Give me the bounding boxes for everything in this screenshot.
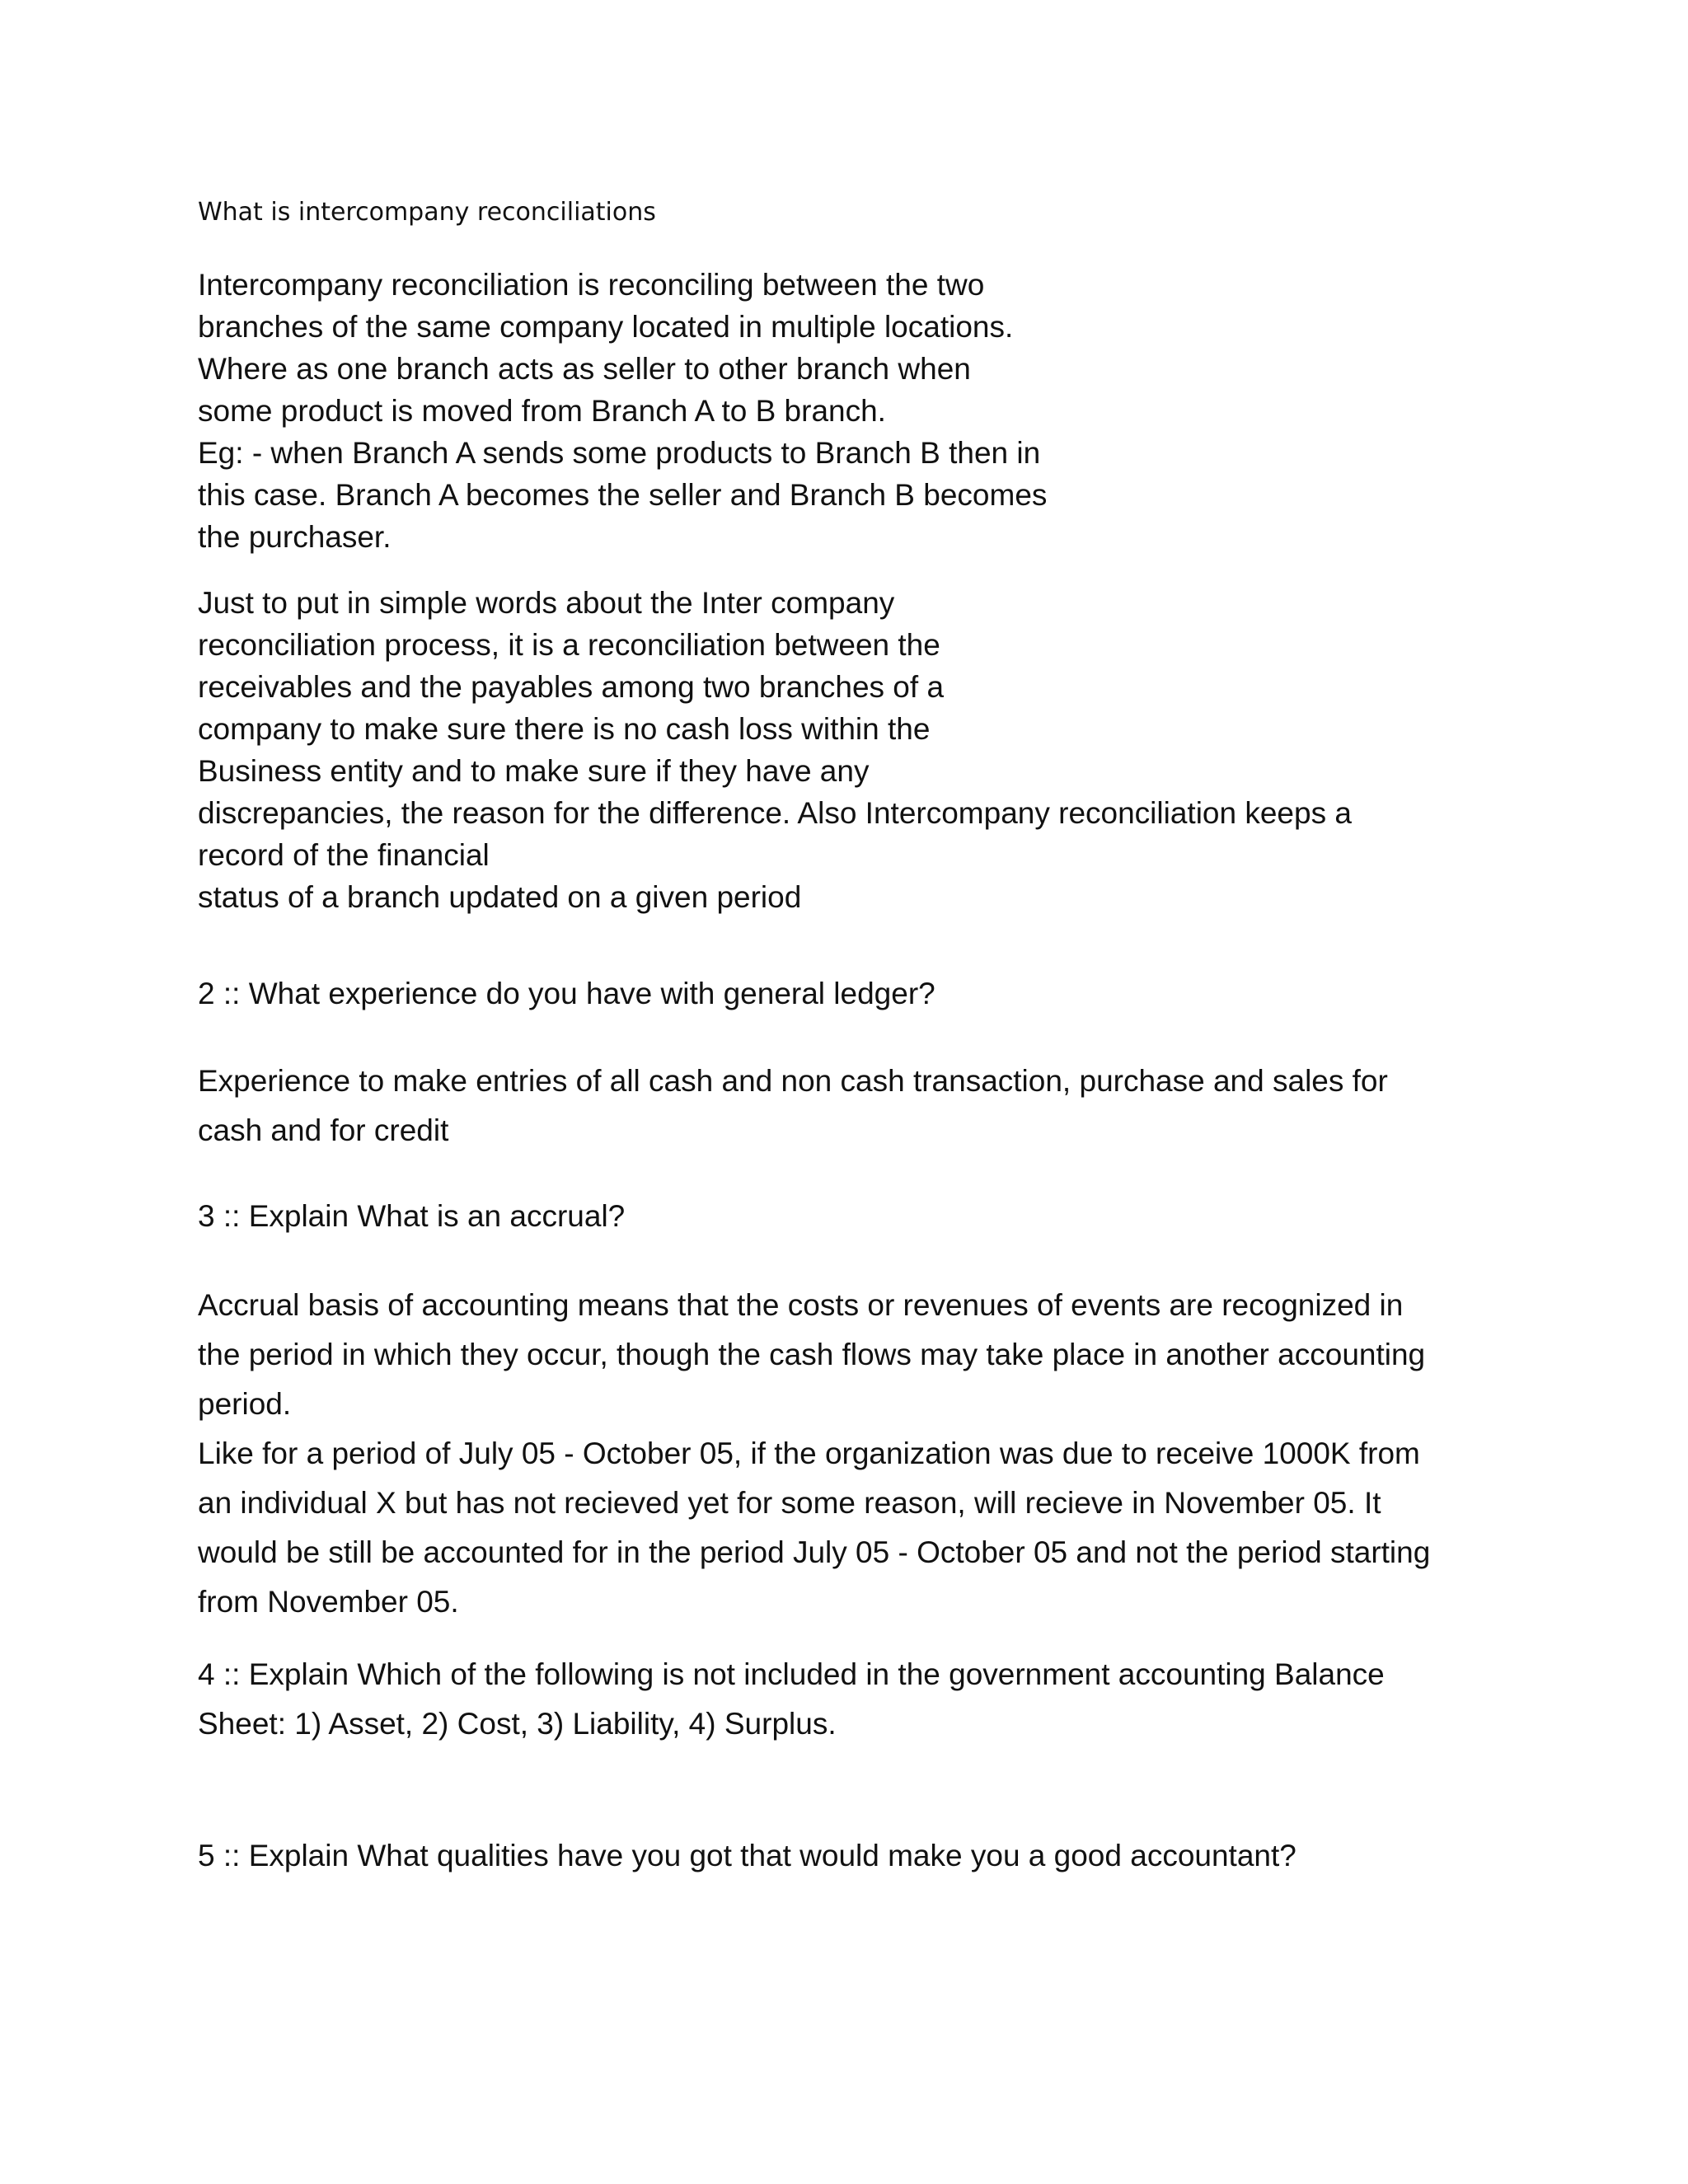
answer-line: period. bbox=[198, 1387, 292, 1421]
question-2 bbox=[198, 969, 935, 1019]
paragraph-line: branches of the same company located in multiple locations. bbox=[198, 310, 1014, 344]
answer-line: Accrual basis of accounting means that the costs or revenues of events are recognized in bbox=[198, 1288, 1404, 1322]
paragraph-line: Eg: - when Branch A sends some products to Branch B then in bbox=[198, 436, 1041, 470]
answer-line: Like for a period of July 05 - October 05, if the organization was due to receive 1000K from bbox=[198, 1436, 1420, 1470]
paragraph-intercompany-definition bbox=[198, 264, 1047, 558]
answer-line: Experience to make entries of all cash and non cash transaction, purchase and sales for bbox=[198, 1064, 1388, 1098]
question-text: 2 :: What experience do you have with general ledger? bbox=[198, 977, 935, 1010]
paragraph-line: Where as one branch acts as seller to other branch when bbox=[198, 352, 971, 386]
question-4 bbox=[198, 1650, 1385, 1749]
paragraph-line: Intercompany reconciliation is reconciling between the two bbox=[198, 268, 985, 302]
answer-line: an individual X but has not recieved yet for some reason, will recieve in November 05. It bbox=[198, 1486, 1381, 1520]
answer-2 bbox=[198, 1057, 1388, 1155]
answer-line: would be still be accounted for in the period July 05 - October 05 and not the period starting bbox=[198, 1535, 1431, 1569]
paragraph-intercompany-explanation bbox=[198, 582, 1352, 918]
paragraph-line: receivables and the payables among two branches of a bbox=[198, 670, 945, 704]
paragraph-line: discrepancies, the reason for the difference. Also Intercompany reconciliation keeps a bbox=[198, 796, 1352, 830]
question-text: 5 :: Explain What qualities have you got that would make you a good accountant? bbox=[198, 1839, 1296, 1872]
paragraph-line: record of the financial bbox=[198, 838, 490, 872]
paragraph-line: this case. Branch A becomes the seller and Branch B becomes bbox=[198, 478, 1048, 512]
paragraph-line: Just to put in simple words about the Inter company bbox=[198, 586, 895, 620]
paragraph-line: company to make sure there is no cash loss within the bbox=[198, 712, 931, 746]
question-line: Sheet: 1) Asset, 2) Cost, 3) Liability, 4) Surplus. bbox=[198, 1707, 837, 1741]
paragraph-line: reconciliation process, it is a reconciliation between the bbox=[198, 628, 940, 662]
answer-line: cash and for credit bbox=[198, 1113, 449, 1147]
paragraph-line: status of a branch updated on a given period bbox=[198, 880, 802, 914]
question-5 bbox=[198, 1831, 1296, 1881]
document-title: What is intercompany reconciliations bbox=[198, 198, 656, 227]
paragraph-line: some product is moved from Branch A to B branch. bbox=[198, 394, 886, 428]
question-3 bbox=[198, 1192, 625, 1241]
answer-line: the period in which they occur, though the cash flows may take place in another accounting bbox=[198, 1338, 1426, 1371]
paragraph-line: the purchaser. bbox=[198, 520, 392, 554]
paragraph-line: Business entity and to make sure if they have any bbox=[198, 754, 870, 788]
answer-3 bbox=[198, 1281, 1430, 1627]
question-text: 3 :: Explain What is an accrual? bbox=[198, 1199, 626, 1233]
answer-line: from November 05. bbox=[198, 1585, 459, 1619]
question-line: 4 :: Explain Which of the following is not included in the government accounting Balance bbox=[198, 1657, 1385, 1691]
